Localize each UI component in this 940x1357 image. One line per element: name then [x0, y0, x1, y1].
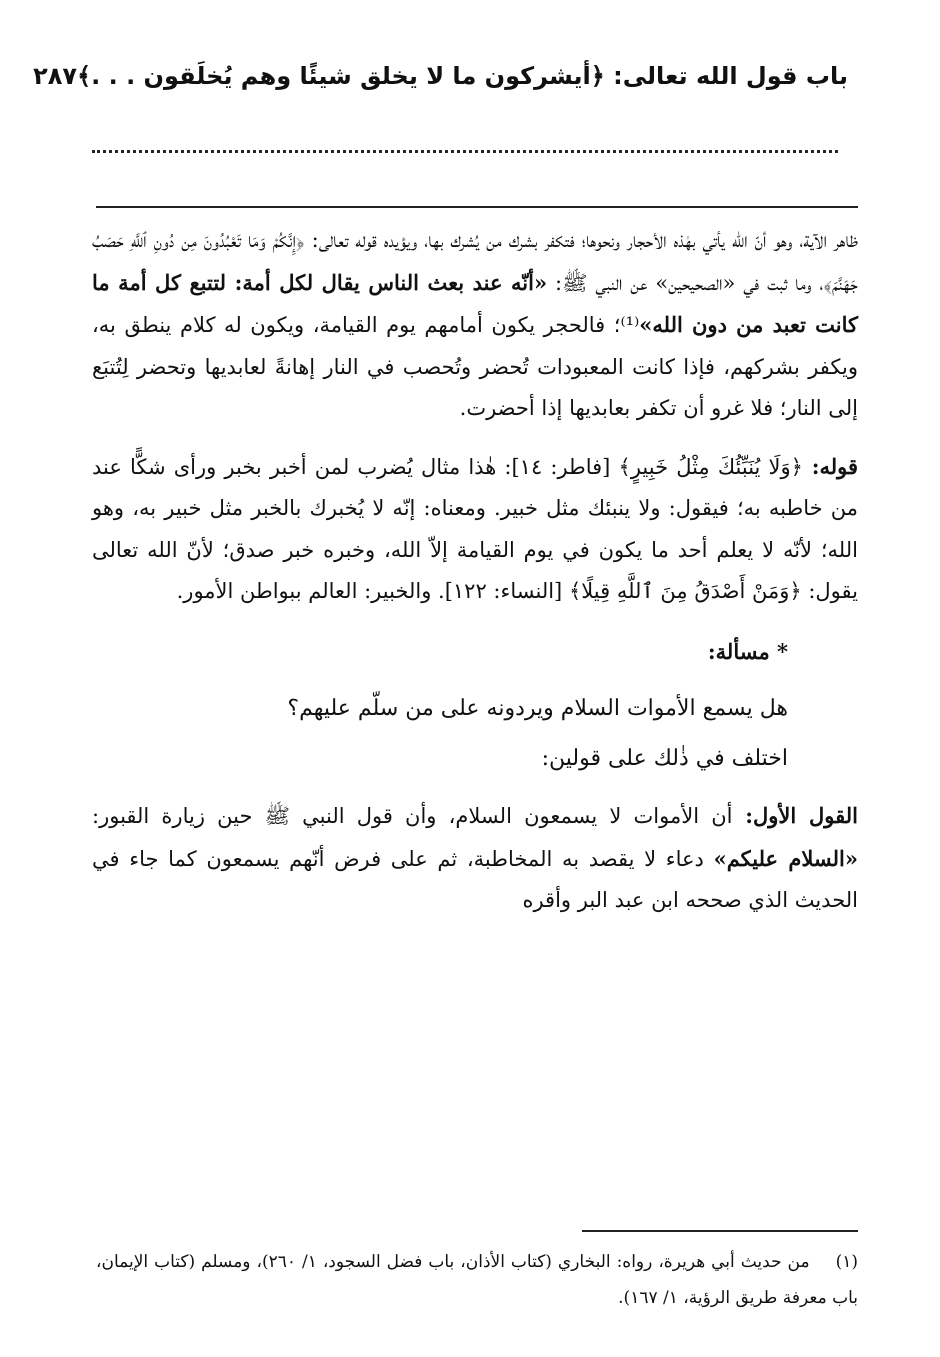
quran-verse-3: ﴿وَمَنْ أَصْدَقُ مِنَ ٱللَّهِ قِيلًا﴾: [568, 579, 802, 603]
paragraph-2-text-a: [فاطر: ١٤]: هٰذا مثال يُضرب لمن أخبر بخبر ورأى شكًّا عند من خاطبه به؛ فيقول: ولا ينبئك مثل خبير. ومعناه: إنّه لا يُخبرك بالخبر مثل خبير به، وهو الله؛ لأنّه لا يعلم أحد ما يكون في يوم القيامة إلاّ الله، وخبره خبر صدق؛ لأنّ الله تعالى يقول:: [92, 454, 858, 603]
paragraph-1: [92, 220, 858, 430]
page-header: [33, 56, 848, 96]
issue-heading: * مسألة:: [707, 638, 788, 664]
quran-verse-2: ﴿وَلَا يُنَبِّئُكَ مِثْلُ خَبِيرٍ﴾: [618, 454, 803, 479]
paragraph-1-text-a: ظاهر الآية، وهو أنّ الله يأتي بهٰذه الأحجار ونحوها؛ فتكفر بشرك من يُشرك بها، ويؤيده قوله تعالى:: [304, 228, 858, 252]
quran-verse-1: ﴿إِنَّكُمْ وَمَا تَعْبُدُونَ مِن دُونِ ٱللَّهِ حَصَبُ جَهَنَّمَ﴾: [92, 228, 858, 295]
issue-answer: اختلف في ذٰلك على قولين:: [541, 745, 788, 771]
main-text: [92, 220, 858, 922]
footnote-rule: [582, 1230, 858, 1232]
paragraph-1-text-c: ؛ فالحجر يكون أمامهم يوم القيامة، ويكون له كلام ينطق به، ويكفر بشركهم، فإذا كانت المعبودات تُحضر وتُحصب في النار إهانةً لعابديها وتحضر لِتُتبَع إلى النار؛ فلا غرو أن تكفر بعابديها إذا أحضرت.: [92, 313, 858, 420]
paragraph-2-label: قوله:: [802, 453, 859, 479]
header-rule: [96, 206, 858, 208]
footnote-number: (١): [835, 1252, 859, 1272]
footnote-reference: ⁽¹⁾: [620, 313, 640, 337]
greeting-quote: «السلام عليكم»: [713, 845, 859, 871]
footnote: [96, 1244, 858, 1316]
issue-question: هل يسمع الأموات السلام ويردونه على من سلّم عليهم؟: [287, 696, 788, 721]
paragraph-3-text-b: دعاء لا يقصد به المخاطبة، ثم على فرض أنّهم يسمعون كما جاء في الحديث الذي صححه ابن عبد البر وأقره: [92, 846, 858, 912]
dotted-separator: [92, 150, 838, 153]
page-number: ٢٨٧: [33, 62, 78, 90]
paragraph-2: [92, 446, 858, 613]
footnote-line: [96, 1244, 858, 1316]
paragraph-3-label: القول الأول:: [732, 803, 859, 828]
paragraph-3: [92, 795, 858, 922]
running-title: باب قول الله تعالى: ﴿أيشركون ما لا يخلق شيئًا وهم يُخلَقون . . .﴾: [77, 62, 848, 90]
hadith-quote: «أنّه عند بعث الناس يقال لكل أمة: لتتبع كل أمة ما كانت تعبد من دون الله»: [92, 269, 858, 337]
paragraph-1-text-b: ، وما ثبت في «الصحيحين» عن النبي ﷺ:: [547, 270, 824, 295]
footnote-text: من حديث أبي هريرة، رواه: البخاري (كتاب الأذان، باب فضل السجود، ١/ ٢٦٠)، ومسلم (كتاب الإيمان، باب معرفة طريق الرؤية، ١/ ١٦٧).: [96, 1252, 858, 1308]
paragraph-2-text-b: [النساء: ١٢٢]. والخبير: العالم ببواطن الأمور.: [176, 579, 569, 603]
paragraph-3-text-a: أن الأموات لا يسمعون السلام، وأن قول النبي ﷺ حين زيارة القبور:: [92, 804, 733, 828]
